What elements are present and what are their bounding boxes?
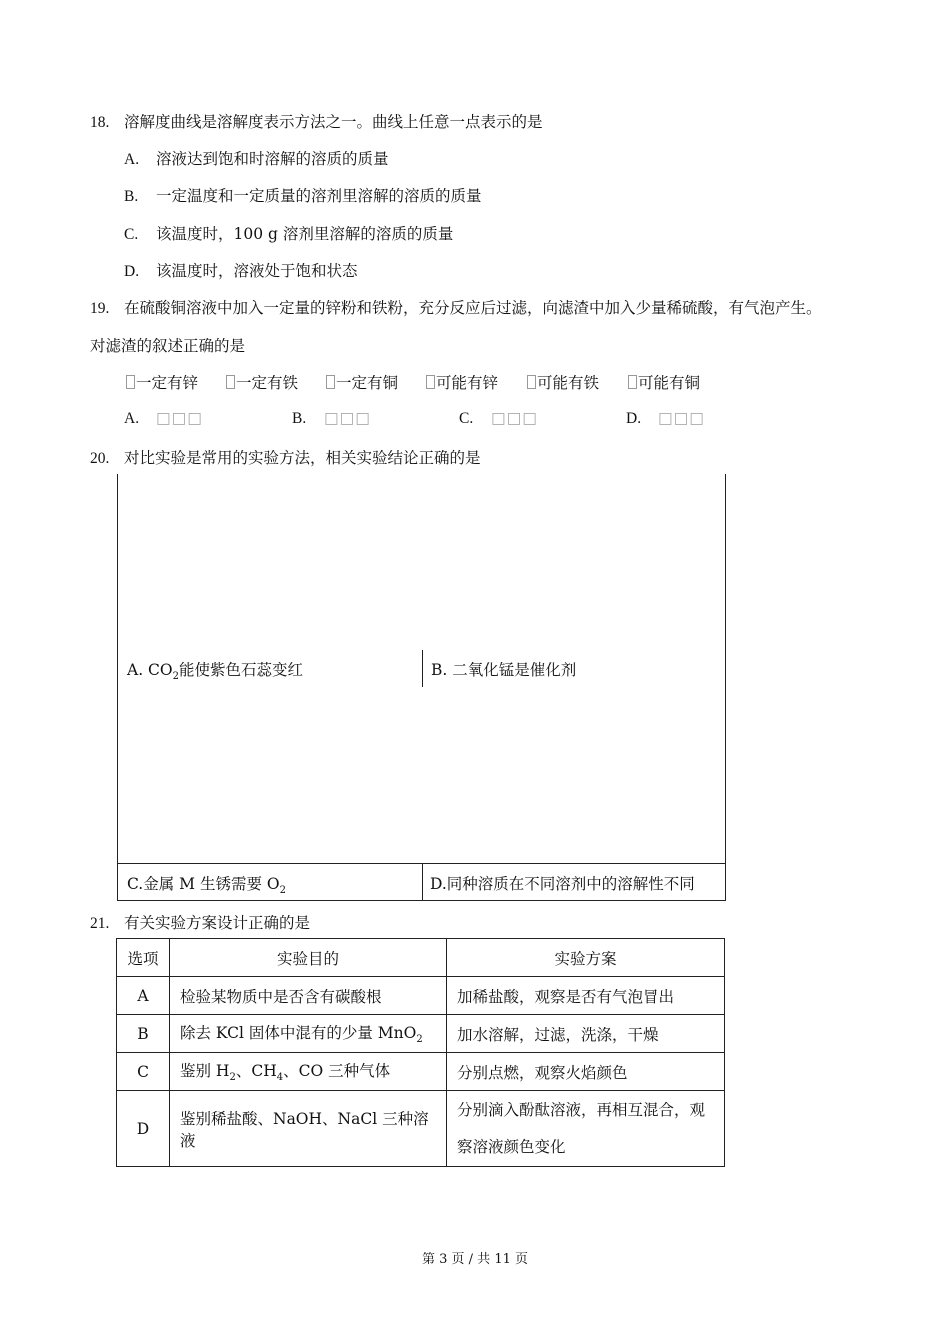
row-goal: 鉴别稀盐酸、NaOH、NaCl 三种溶液 (170, 1091, 447, 1167)
row-option: D (117, 1091, 170, 1167)
row-goal: 检验某物质中是否含有碳酸根 (170, 977, 447, 1015)
row-plan: 加稀盐酸，观察是否有气泡冒出 (447, 977, 725, 1015)
question-18-stem: 18. 溶解度曲线是溶解度表示方法之一。曲线上任意一点表示的是 (90, 113, 543, 131)
q20-cell-d: D.同种溶质在不同溶剂中的溶解性不同 (430, 875, 695, 893)
q19-statement-5: 可能有铁 (527, 371, 599, 393)
table-row (117, 1053, 725, 1091)
row-option: C (117, 1053, 170, 1091)
checkbox-icon (527, 375, 536, 389)
table-row (117, 1015, 725, 1053)
q19-option-c: C. □□□ (459, 409, 538, 427)
row-plan: 加水溶解，过滤，洗涤，干燥 (447, 1015, 725, 1053)
q20-cell-a: A. $CO_2$能使紫色石蕊变红 (127, 661, 304, 683)
checkbox-icon (326, 375, 335, 389)
q19-option-b: B. □□□ (292, 409, 371, 427)
q18-option-b: B. 一定温度和一定质量的溶剂里溶解的溶质的质量 (124, 187, 482, 205)
table-row (117, 1091, 725, 1167)
table-row (117, 977, 725, 1015)
checkbox-icon (426, 375, 435, 389)
q19-statement-6: 可能有铜 (628, 371, 700, 393)
row-plan: 分别滴入酚酞溶液，再相互混合，观 察溶液颜色变化 (447, 1091, 725, 1167)
table-header-row (117, 939, 725, 977)
question-21-stem: 21. 有关实验方案设计正确的是 (90, 914, 311, 932)
checkbox-icon (226, 375, 235, 389)
q20-figure-table (117, 474, 726, 901)
row-goal: 鉴别 $H_2$、$CH_4$、CO 三种气体 (170, 1053, 447, 1091)
q19-option-a: A. □□□ (124, 409, 203, 427)
checkbox-icon (628, 375, 637, 389)
header-plan: 实验方案 (447, 939, 725, 977)
checkbox-icon (126, 375, 135, 389)
q18-option-d: D. 该温度时，溶液处于饱和状态 (124, 262, 358, 280)
divider (422, 650, 423, 687)
header-goal: 实验目的 (170, 939, 447, 977)
question-19-stem: 19. 在硫酸铜溶液中加入一定量的锌粉和铁粉，充分反应后过滤，向滤渣中加入少量稀硫酸，有气泡产生。 (90, 299, 822, 317)
row-goal: 除去 KCl 固体中混有的少量 MnO$_2$ (170, 1015, 447, 1053)
question-20-stem: 20. 对比实验是常用的实验方法，相关实验结论正确的是 (90, 449, 481, 467)
q19-statement-2: 一定有铁 (226, 371, 298, 393)
row-option: A (117, 977, 170, 1015)
question-19-stem-line2: 对滤渣的叙述正确的是 (90, 337, 246, 355)
q18-option-c: C. 该温度时，100 g 溶剂里溶解的溶质的质量 (124, 225, 454, 243)
q19-option-d: D. □□□ (626, 409, 705, 427)
row-option: B (117, 1015, 170, 1053)
q20-cell-c: C.金属 M 生锈需要 $O_2$ (127, 875, 286, 897)
row-plan: 分别点燃，观察火焰颜色 (447, 1053, 725, 1091)
q18-option-a: A. 溶液达到饱和时溶解的溶质的质量 (124, 150, 389, 168)
q19-statement-3: 一定有铜 (326, 371, 398, 393)
q20-cell-b: B. 二氧化锰是催化剂 (431, 661, 577, 679)
page-footer: 第 3 页 / 共 11 页 (422, 1252, 528, 1267)
q19-statement-1: 一定有锌 (126, 371, 198, 393)
divider (422, 863, 423, 900)
header-option: 选项 (117, 939, 170, 977)
q21-table (116, 938, 725, 1167)
q19-statement-4: 可能有锌 (426, 371, 498, 393)
